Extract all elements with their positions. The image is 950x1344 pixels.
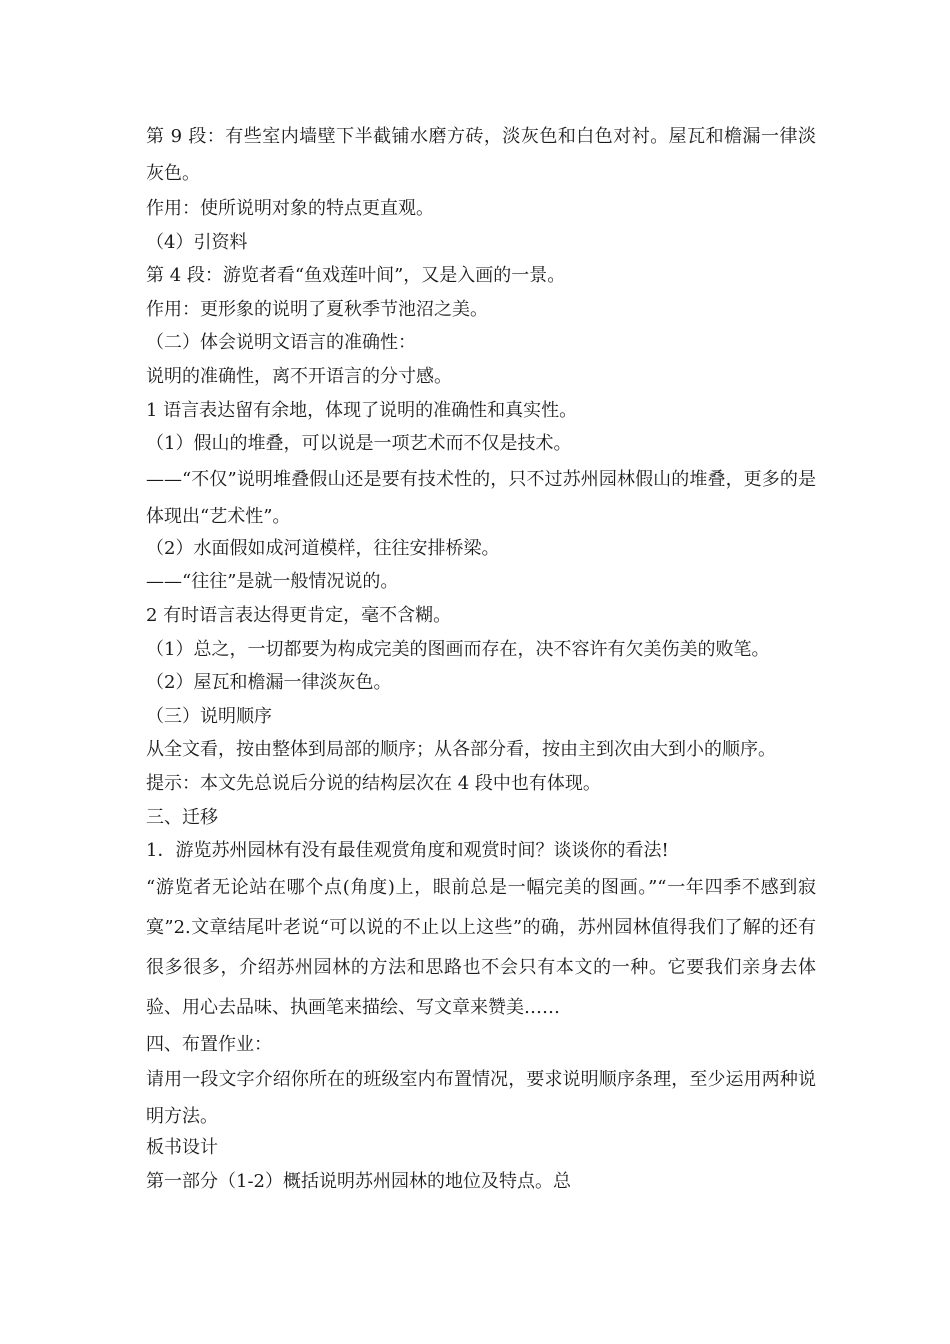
paragraph-point-1: 1 语言表达留有余地，体现了说明的准确性和真实性。 bbox=[146, 399, 578, 421]
paragraph-explain-wangwang: ——“往往”是就一般情况说的。 bbox=[146, 571, 399, 593]
paragraph-effect-1: 作用：使所说明对象的特点更直观。 bbox=[146, 198, 434, 219]
paragraph-effect-2: 作用：更形象的说明了夏秋季节池沼之美。 bbox=[146, 298, 488, 320]
paragraph-order: 从全文看，按由整体到局部的顺序；从各部分看，按由主到次由大到小的顺序。 bbox=[146, 739, 776, 761]
heading-transfer: 三、迁移 bbox=[146, 806, 218, 828]
paragraph-example-2-2: （2）屋瓦和檐漏一律淡灰色。 bbox=[146, 672, 392, 694]
paragraph-section-4: 第 4 段：游览者看“鱼戏莲叶间”，又是入画的一景。 bbox=[146, 265, 566, 287]
paragraph-section-9: 第 9 段：有些室内墙壁下半截铺水磨方砖，淡灰色和白色对衬。屋瓦和檐漏一律淡灰色。 bbox=[146, 126, 816, 184]
paragraph-question-1: 1．游览苏州园林有没有最佳观赏角度和观赏时间？谈谈你的看法! bbox=[146, 840, 669, 862]
paragraph-hint: 提示：本文先总说后分说的结构层次在 4 段中也有体现。 bbox=[146, 772, 601, 794]
paragraph-accuracy-intro: 说明的准确性，离不开语言的分寸感。 bbox=[146, 365, 452, 387]
paragraph-explain-buyjin: ——“不仅”说明堆叠假山还是要有技术性的，只不过苏州园林假山的堆叠，更多的是体现出“艺术性”。 bbox=[146, 468, 816, 527]
paragraph-point-2: 2 有时语言表达得更肯定，毫不含糊。 bbox=[146, 604, 452, 626]
paragraph-answer: “游览者无论站在哪个点(角度)上，眼前总是一幅完美的图画。”“一年四季不感到寂寞”2.文章结尾叶老说“可以说的不止以上这些”的确，苏州园林值得我们了解的还有很多很多，介绍苏州园林的方法和思路也不会只有本文的一种。它要我们亲身去体验、用心去品味、执画笔来描绘、写文章来赞美…… bbox=[146, 876, 816, 1018]
paragraph-board-part-1: 第一部分（1-2）概括说明苏州园林的地位及特点。总 bbox=[146, 1170, 571, 1192]
heading-board-design: 板书设计 bbox=[146, 1137, 218, 1159]
paragraph-homework: 请用一段文字介绍你所在的班级室内布置情况，要求说明顺序条理，至少运用两种说明方法。 bbox=[146, 1069, 816, 1128]
heading-quote-material: （4）引资料 bbox=[146, 231, 248, 253]
heading-homework: 四、布置作业： bbox=[146, 1033, 272, 1055]
paragraph-example-2-1: （1）总之，一切都要为构成完美的图画而存在，决不容许有欠美伤美的败笔。 bbox=[146, 638, 770, 660]
heading-explanation-order: （三）说明顺序 bbox=[146, 705, 272, 727]
paragraph-example-1-2: （2）水面假如成河道模样，往往安排桥梁。 bbox=[146, 537, 500, 559]
document-body bbox=[146, 118, 816, 1198]
paragraph-example-1-1: （1）假山的堆叠，可以说是一项艺术而不仅是技术。 bbox=[146, 433, 572, 455]
heading-language-accuracy: （二）体会说明文语言的准确性： bbox=[146, 332, 416, 354]
